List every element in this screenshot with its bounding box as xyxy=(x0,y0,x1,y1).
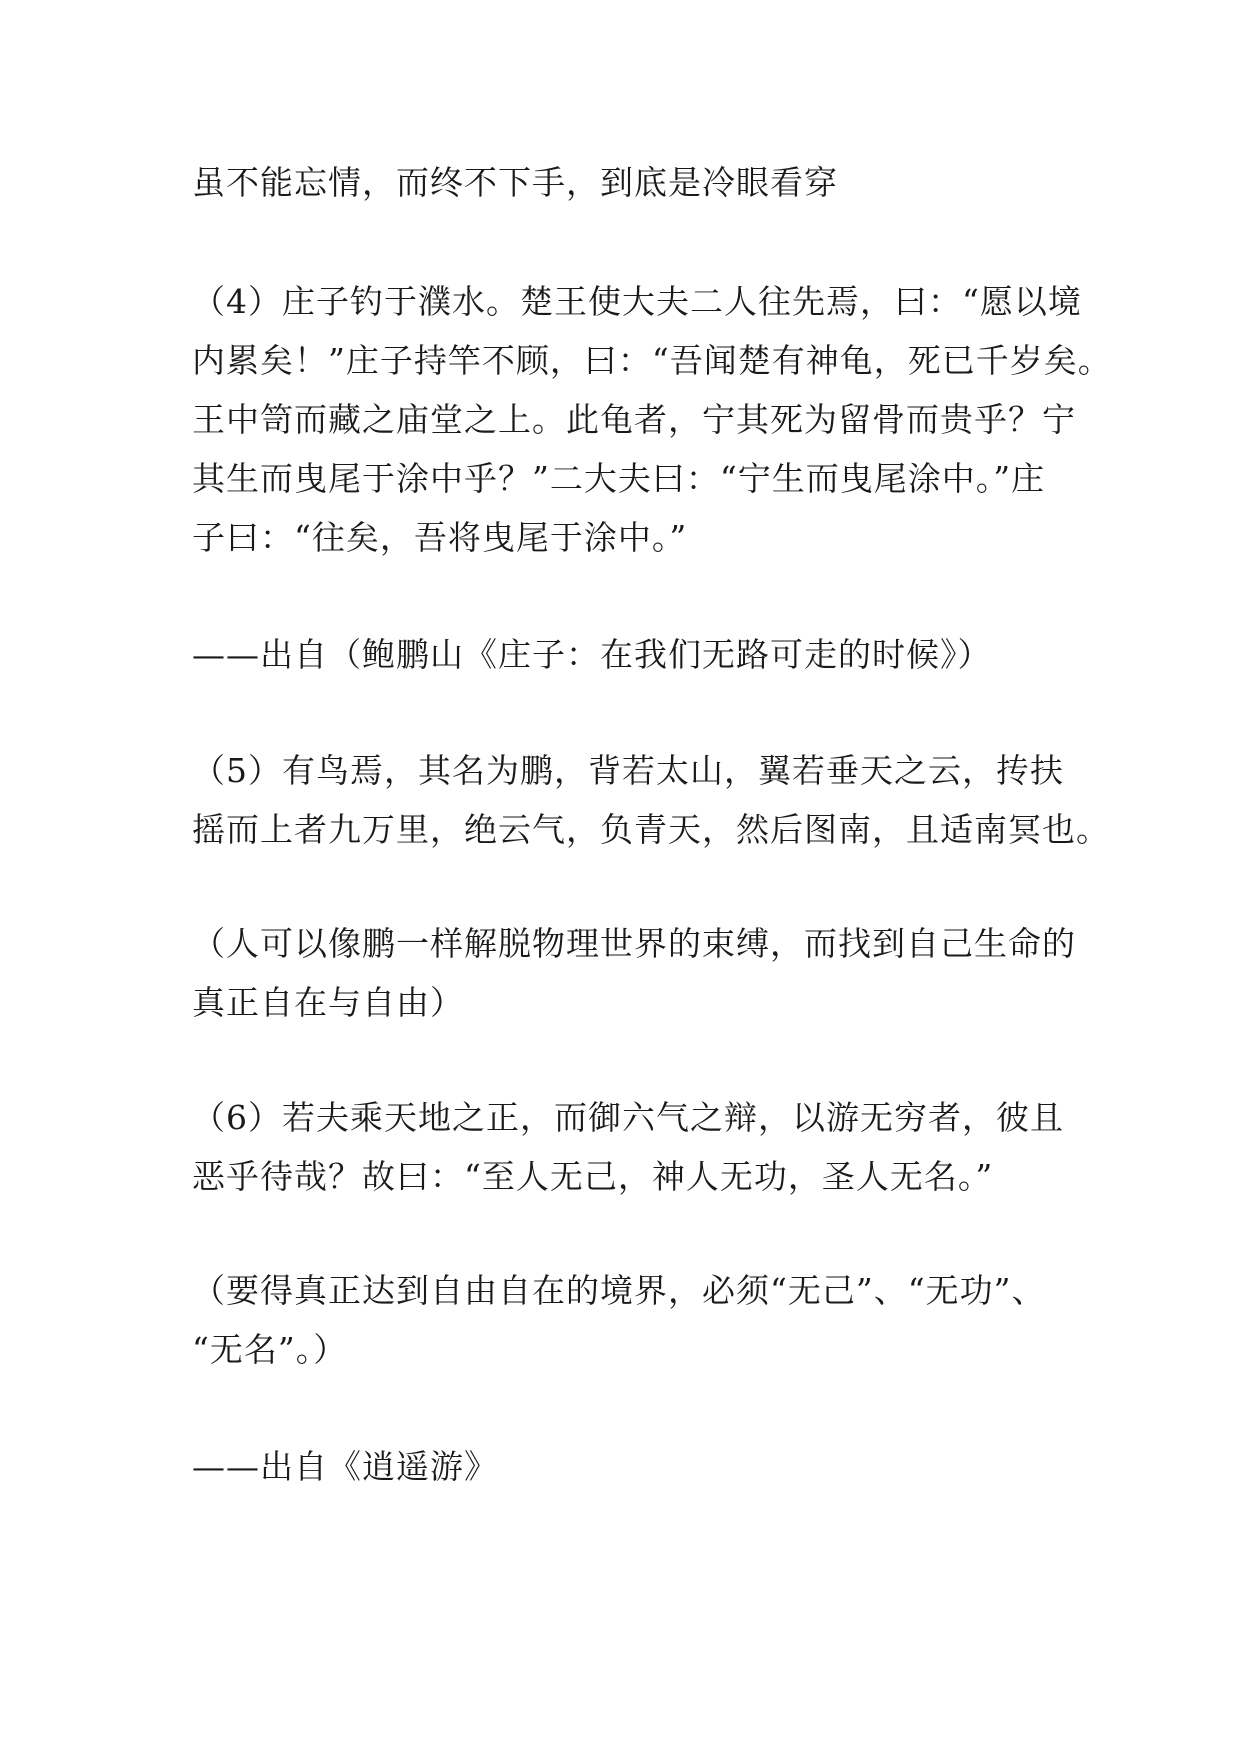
text-line: 恶乎待哉？故曰：“至人无己，神人无功，圣人无名。” xyxy=(192,1157,994,1196)
text-line: 王中笥而藏之庙堂之上。此龟者，宁其死为留骨而贵乎？宁 xyxy=(192,400,1076,439)
text-line: 虽不能忘情，而终不下手，到底是冷眼看穿 xyxy=(192,163,838,202)
paragraph-quote-5 xyxy=(192,741,1110,859)
text-line: （4）庄子钓于濮水。楚王使大夫二人往先焉，曰：“愿以境 xyxy=(192,282,1082,321)
text-line: 内累矣！”庄子持竿不顾，曰：“吾闻楚有神龟，死已千岁矣。 xyxy=(192,341,1112,380)
paragraph-intro-note xyxy=(192,153,1062,212)
text-line: （要得真正达到自由自在的境界，必须“无己”、“无功”、 xyxy=(192,1271,1046,1310)
text-line: 真正自在与自由） xyxy=(192,983,464,1022)
paragraph-source-2 xyxy=(192,1437,1062,1496)
text-line: （6）若夫乘天地之正，而御六气之辩，以游无穷者，彼且 xyxy=(192,1098,1064,1137)
paragraph-quote-4 xyxy=(192,272,1112,567)
paragraph-quote-6 xyxy=(192,1088,1062,1206)
text-line: “无名”。） xyxy=(192,1330,348,1369)
text-line: 其生而曳尾于涂中乎？”二大夫曰：“宁生而曳尾涂中。”庄 xyxy=(192,459,1046,498)
paragraph-commentary-5 xyxy=(192,914,1076,1032)
text-line: ——出自《逍遥游》 xyxy=(192,1447,498,1486)
text-line: ——出自（鲍鹏山《庄子：在我们无路可走的时候》） xyxy=(192,635,992,674)
text-line: （人可以像鹏一样解脱物理世界的束缚，而找到自己生命的 xyxy=(192,924,1076,963)
paragraph-commentary-6 xyxy=(192,1261,1062,1379)
text-line: 摇而上者九万里，绝云气，负青天，然后图南，且适南冥也。 xyxy=(192,810,1110,849)
paragraph-source-1 xyxy=(192,625,1062,684)
text-line: 子曰：“往矣，吾将曳尾于涂中。” xyxy=(192,518,688,557)
text-line: （5）有鸟焉，其名为鹏，背若太山，翼若垂天之云，抟扶 xyxy=(192,751,1064,790)
